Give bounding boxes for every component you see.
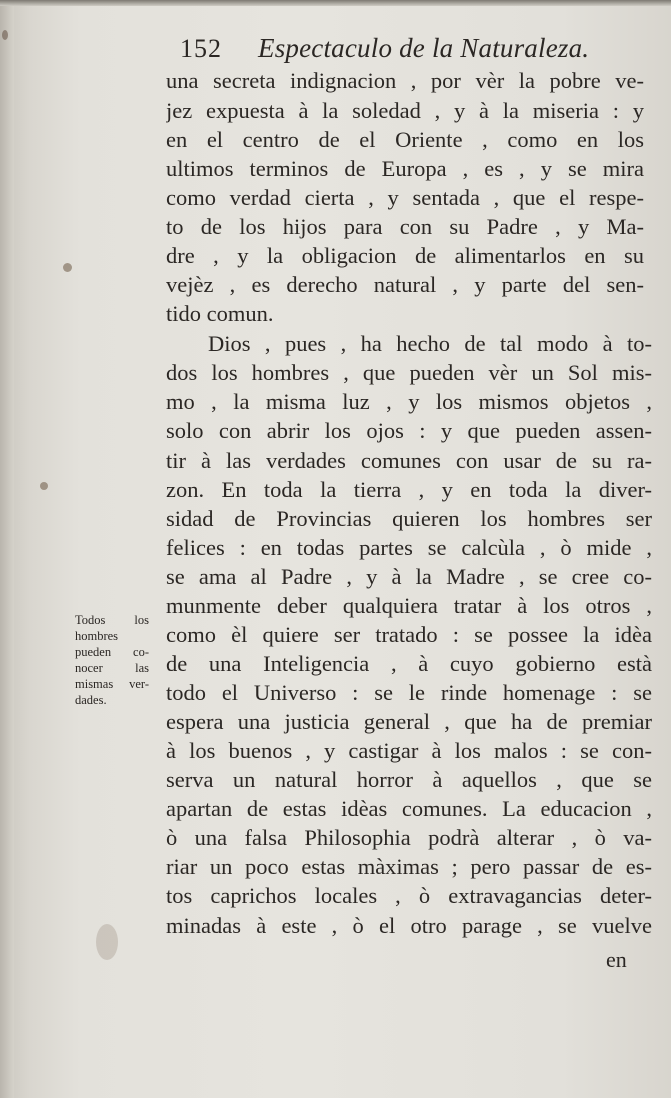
foxing-spot (2, 30, 8, 40)
body-line: como verdad cierta , y sentada , que el respe- (166, 185, 644, 210)
margin-note-line: nocer las (75, 661, 149, 675)
page-header (180, 34, 650, 68)
body-line: espera una justicia general , que ha de premiar (166, 709, 652, 734)
body-line: tido comun. (166, 301, 274, 326)
body-line: zon. En toda la tierra , y en toda la diver- (166, 477, 652, 502)
body-line: dre , y la obligacion de alimentarlos en su (166, 243, 644, 268)
foxing-spot (40, 482, 48, 490)
page-binding-edge (0, 0, 14, 1098)
body-line: sidad de Provincias quieren los hombres ser (166, 506, 652, 531)
body-line: de una Inteligencia , à cuyo gobierno està (166, 651, 652, 676)
body-line: apartan de estas idèas comunes. La educacion , (166, 796, 652, 821)
body-line: tos caprichos locales , ò extravagancias deter- (166, 883, 652, 908)
body-line: serva un natural horror à aquellos , que se (166, 767, 652, 792)
margin-note-line: pueden co- (75, 645, 149, 659)
margin-note-line: dades. (75, 693, 107, 707)
body-line: en el centro de el Oriente , como en los (166, 127, 644, 152)
foxing-spot (96, 924, 118, 960)
margin-note-line: Todos los (75, 613, 149, 627)
body-line: munmente deber qualquiera tratar à los otros , (166, 593, 652, 618)
body-line: se ama al Padre , y à la Madre , se cree co- (166, 564, 652, 589)
margin-note-line: mismas ver- (75, 677, 149, 691)
foxing-spot (63, 263, 72, 272)
body-line: felices : en todas partes se calcùla , ò mide , (166, 535, 652, 560)
body-line: una secreta indignacion , por vèr la pobre ve- (166, 68, 644, 93)
body-line: todo el Universo : se le rinde homenage : se (166, 680, 652, 705)
page-number: 152 (180, 34, 222, 63)
running-title: Espectaculo de la Naturaleza. (258, 33, 590, 63)
page-top-edge (0, 0, 671, 6)
catchword: en (606, 947, 627, 972)
body-line: mo , la misma luz , y los mismos objetos , (166, 389, 652, 414)
body-line: como èl quiere ser tratado : se possee la idèa (166, 622, 652, 647)
margin-note-line: hombres (75, 629, 119, 643)
body-line: à los buenos , y castigar à los malos : se con- (166, 738, 652, 763)
body-line: solo con abrir los ojos : y que pueden assen- (166, 418, 652, 443)
body-line: to de los hijos para con su Padre , y Ma- (166, 214, 644, 239)
body-line: jez expuesta à la soledad , y à la miseria : y (166, 98, 644, 123)
body-line: vejèz , es derecho natural , y parte del sen- (166, 272, 644, 297)
body-line: Dios , pues , ha hecho de tal modo à to- (208, 331, 652, 356)
body-line: tir à las verdades comunes con usar de su ra- (166, 448, 652, 473)
body-line: riar un poco estas màximas ; pero passar de es- (166, 854, 652, 879)
body-line: ultimos terminos de Europa , es , y se mira (166, 156, 644, 181)
body-line: minadas à este , ò el otro parage , se vuelve (166, 913, 652, 938)
body-line: ò una falsa Philosophia podrà alterar , ò va- (166, 825, 652, 850)
margin-note (75, 612, 149, 708)
body-line: dos los hombres , que pueden vèr un Sol mis- (166, 360, 652, 385)
